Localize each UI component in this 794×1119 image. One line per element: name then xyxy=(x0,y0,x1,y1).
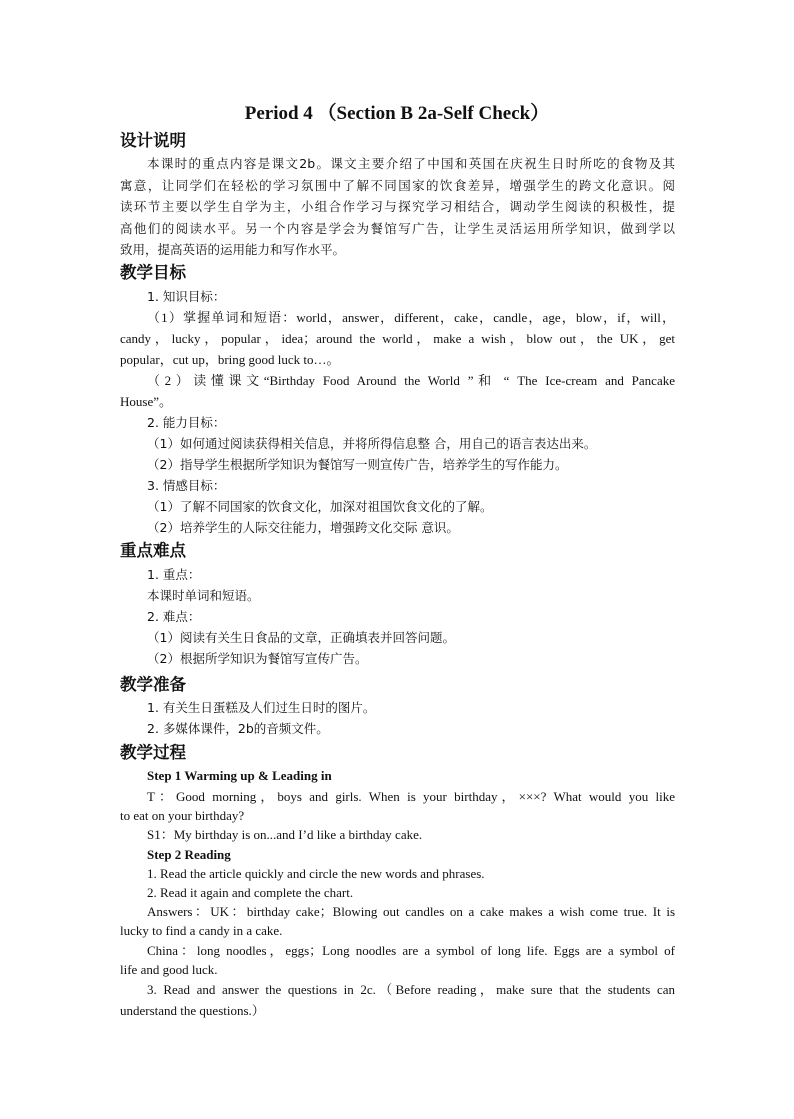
list-item: candy，lucky，popular，idea；around the world，make a wish，blow out，the UK，get xyxy=(120,331,675,346)
dialog-line: T：Good morning，boys and girls. When is your birthday，×××? What would you like xyxy=(147,789,675,804)
list-item: 2. 能力目标： xyxy=(147,415,226,430)
list-item: Answers：UK：birthday cake；Blowing out candles on a cake makes a wish come true. It is xyxy=(147,904,675,919)
list-item: 1. 重点： xyxy=(147,567,201,582)
paragraph-line: 寓意，让同学们在轻松的学习氛围中了解不同国家的饮食差异，增强学生的跨文化意识。阅 xyxy=(120,178,675,193)
dialog-line: S1：My birthday is on...and I’d like a birthday cake. xyxy=(147,827,423,842)
list-item: （2）培养学生的人际交往能力，增强跨文化交际 意识。 xyxy=(147,520,459,535)
list-item: （2）指导学生根据所学知识为餐馆写一则宣传广告，培养学生的写作能力。 xyxy=(147,457,568,472)
list-item: understand the questions.） xyxy=(120,1003,265,1018)
list-item: 1. 有关生日蛋糕及人们过生日时的图片。 xyxy=(147,700,376,715)
list-item: （1）如何通过阅读获得相关信息，并将所得信息整 合，用自己的语言表达出来。 xyxy=(147,436,597,451)
paragraph-line: 读环节主要以学生自学为主，小组合作学习与探究学习相结合，调动学生阅读的积极性，提 xyxy=(120,199,675,214)
step-heading: Step 2 Reading xyxy=(147,847,231,862)
list-item: lucky to find a candy in a cake. xyxy=(120,923,283,938)
list-item: life and good luck. xyxy=(120,962,218,977)
list-item: 3. 情感目标： xyxy=(147,478,226,493)
list-item: 本课时单词和短语。 xyxy=(147,588,260,603)
list-item: （1）掌握单词和短语：world，answer，different，cake，candle，age，blow，if，will， xyxy=(147,310,675,325)
paragraph-line: 本课时的重点内容是课文2b。课文主要介绍了中国和英国在庆祝生日时所吃的食物及其 xyxy=(147,156,675,171)
heading-teaching-objectives: 教学目标 xyxy=(120,263,186,282)
list-item: 2. Read it again and complete the chart. xyxy=(147,885,354,900)
heading-teaching-preparation: 教学准备 xyxy=(120,675,186,694)
list-item: House”。 xyxy=(120,394,172,409)
list-item: （2）读懂课文“Birthday Food Around the World ”和 “ The Ice-cream and Pancake xyxy=(147,373,675,388)
list-item: popular，cut up，bring good luck to…。 xyxy=(120,352,340,367)
list-item: 1. 知识目标： xyxy=(147,289,226,304)
heading-key-points: 重点难点 xyxy=(120,541,186,560)
paragraph-line: 高他们的阅读水平。另一个内容是学会为餐馆写广告，让学生灵活运用所学知识，做到学以 xyxy=(120,221,675,236)
list-item: 3. Read and answer the questions in 2c.（Before reading，make sure that the students can xyxy=(147,982,675,997)
heading-design-notes: 设计说明 xyxy=(120,131,186,150)
list-item: 2. 难点： xyxy=(147,609,201,624)
page-title: Period 4 （Section B 2a-Self Check） xyxy=(244,103,550,124)
list-item: 2. 多媒体课件，2b的音频文件。 xyxy=(147,721,329,736)
list-item: China：long noodles，eggs；Long noodles are a symbol of long life. Eggs are a symbol of xyxy=(147,943,675,958)
heading-teaching-process: 教学过程 xyxy=(120,743,186,762)
step-heading: Step 1 Warming up & Leading in xyxy=(147,768,332,783)
paragraph-line: 致用，提高英语的运用能力和写作水平。 xyxy=(120,242,346,257)
list-item: （1）了解不同国家的饮食文化，加深对祖国饮食文化的了解。 xyxy=(147,499,493,514)
list-item: （1）阅读有关生日食品的文章，正确填表并回答问题。 xyxy=(147,630,455,645)
list-item: （2）根据所学知识为餐馆写宣传广告。 xyxy=(147,651,368,666)
dialog-line: to eat on your birthday? xyxy=(120,808,245,823)
list-item: 1. Read the article quickly and circle the new words and phrases. xyxy=(147,866,485,881)
